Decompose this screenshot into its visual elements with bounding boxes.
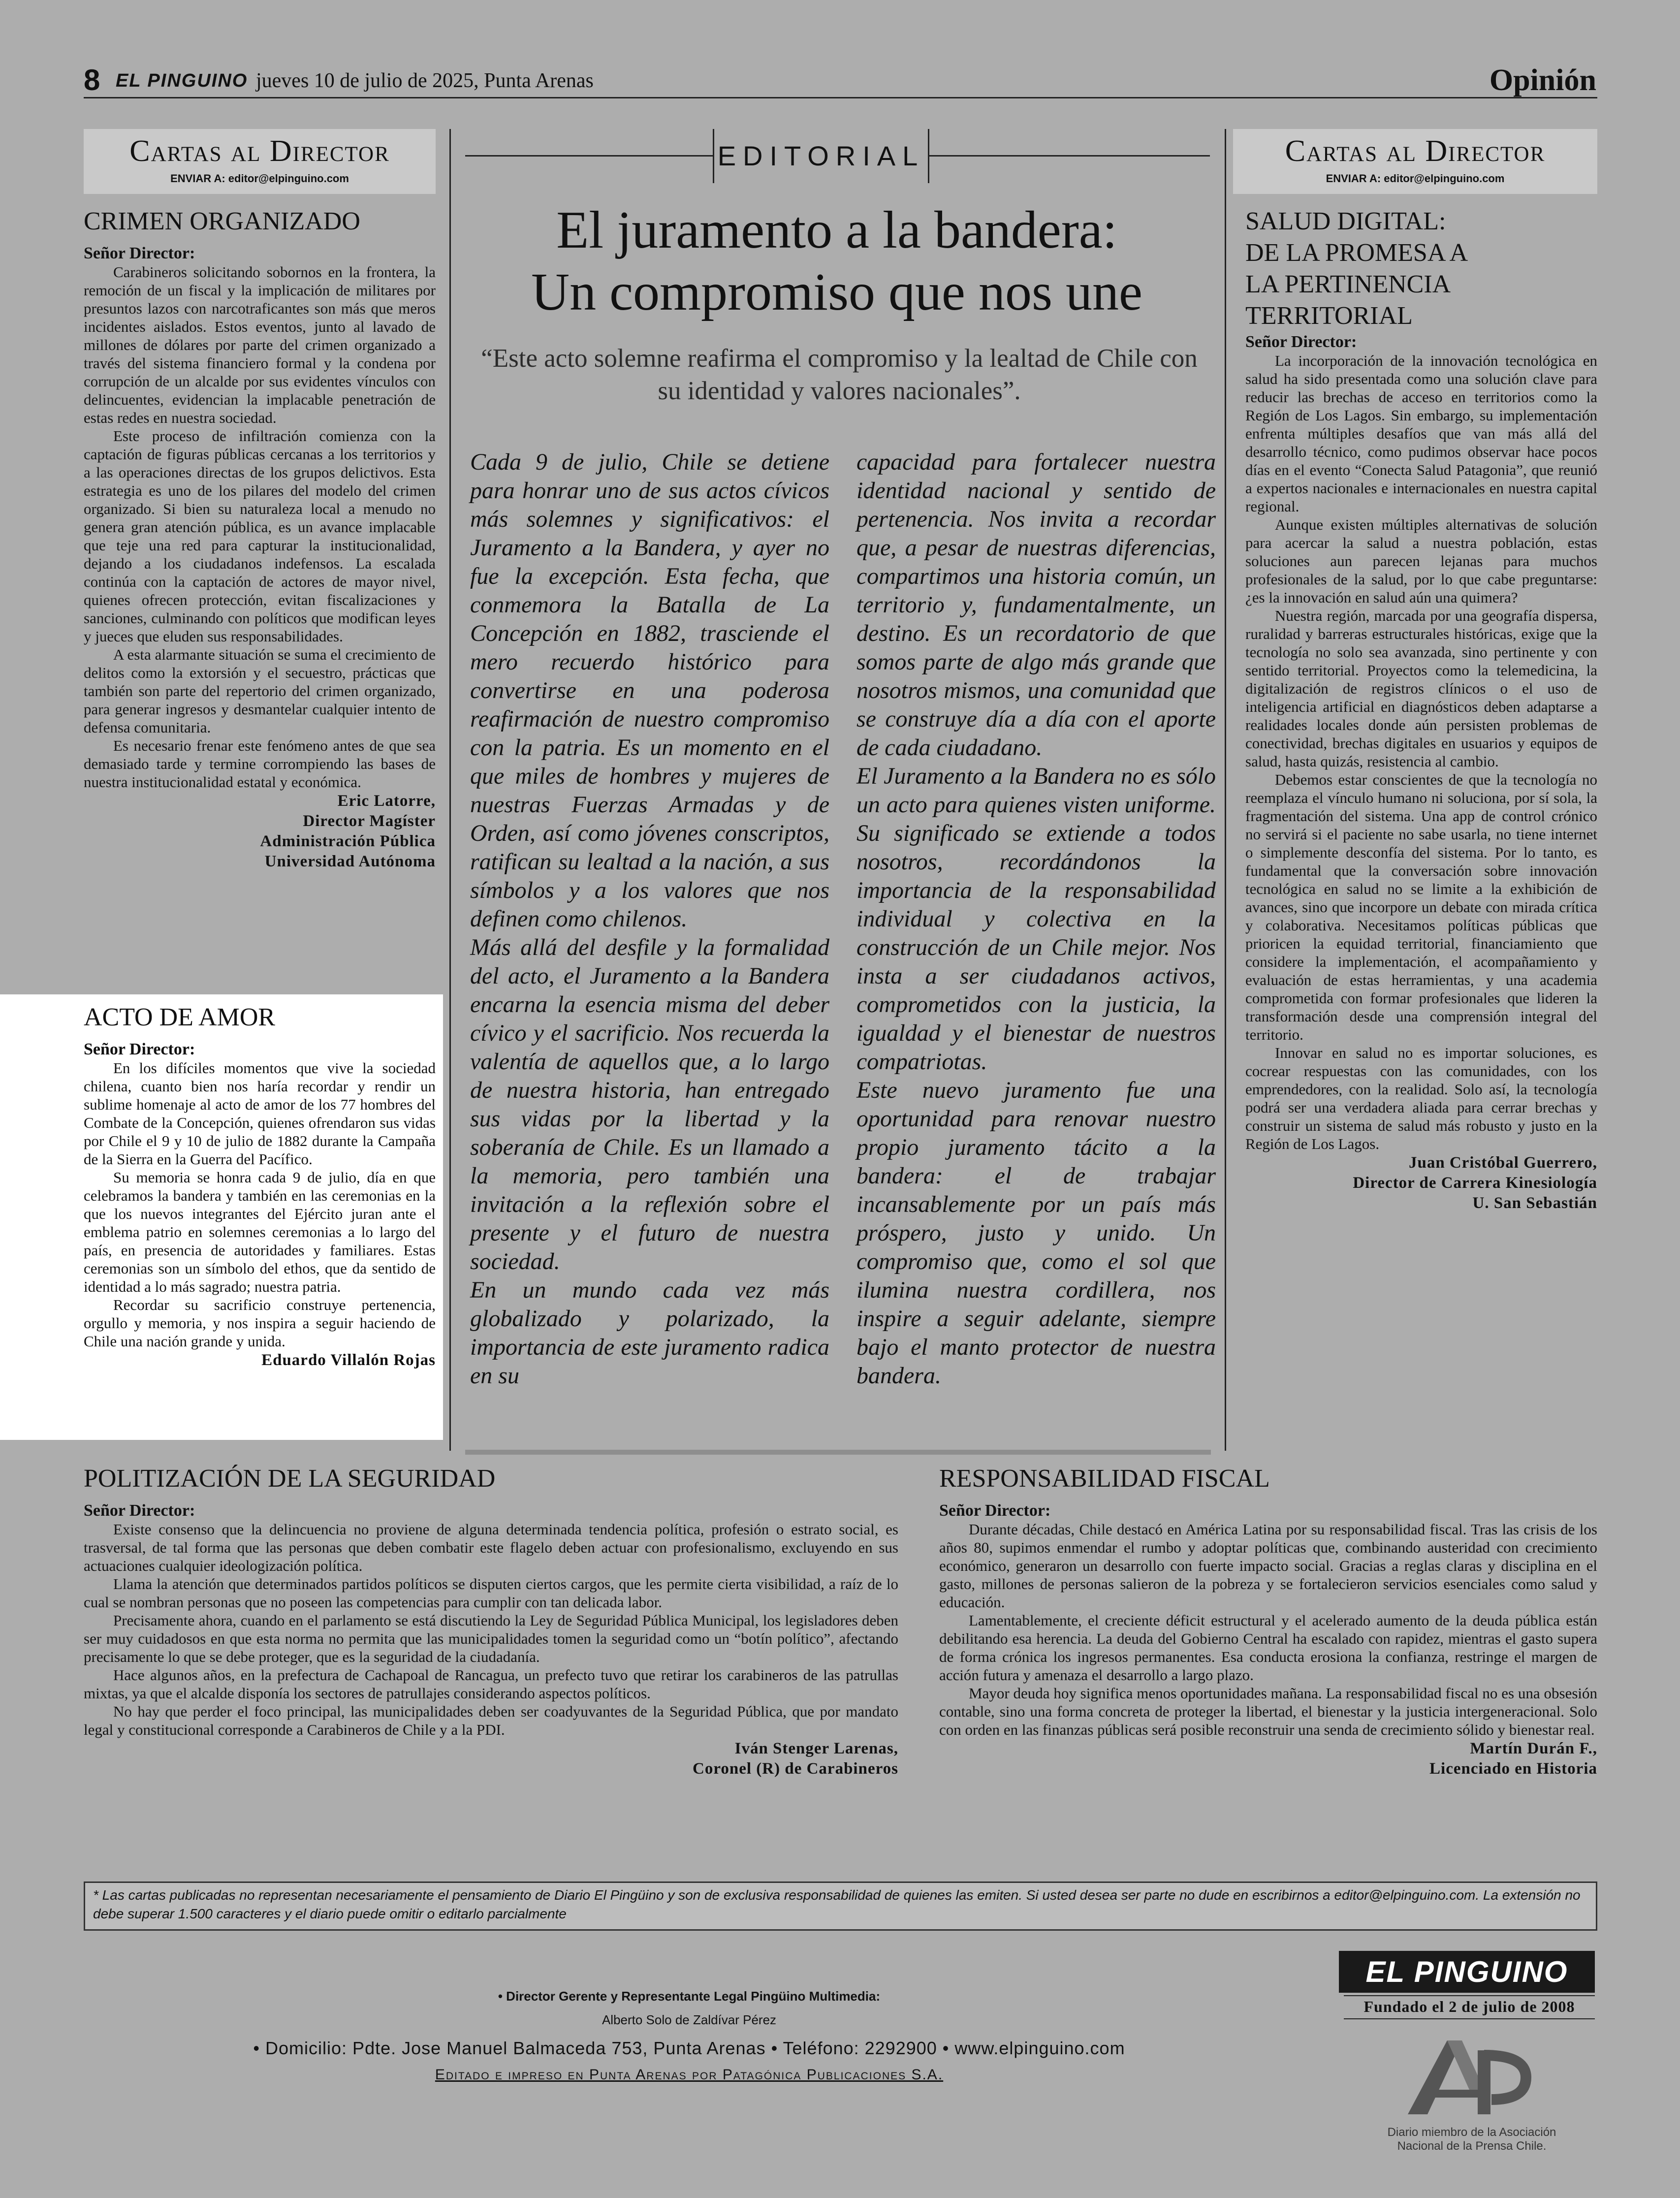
paragraph: En un mundo cada vez más globalizado y polarizado, la importancia de este juramento radica en su: [470, 1277, 829, 1389]
paragraph: Nuestra región, marcada por una geografía dispersa, ruralidad y barreras estructurales históricas, exige que la tecnología no solo sea avanzada, sino pertinente y con sentido territorial. Proyectos como la telemedicina, la digitalización de registros clínicos o el uso de inteligencia artificial en diagnósticos deben adaptarse a realidades locales donde aún persisten problemas de conectividad, brechas digitales en usuarios y equipos de salud, hasta quizás, resistencia al cambio.: [1245, 607, 1597, 770]
signature-line: Eduardo Villalón Rojas: [261, 1351, 436, 1369]
letter-body: [84, 1520, 898, 1739]
editorial-label-box: [713, 129, 929, 183]
disclaimer-box: [84, 1881, 1597, 1931]
editorial-bottom-bar: [465, 1450, 1211, 1455]
column-rule: [449, 129, 451, 1451]
signature-line: Director Magíster: [303, 812, 436, 830]
signature-line: Universidad Autónoma: [264, 853, 436, 870]
printed-by: Editado e impreso en Punta Arenas por Patagónica Publicaciones S.A.: [435, 2067, 944, 2083]
headline-line: LA PERTINENCIA: [1245, 270, 1451, 298]
letter-body: [84, 1059, 436, 1350]
headline-line: TERRITORIAL: [1245, 302, 1413, 330]
letter-salutation: Señor Director:: [84, 244, 195, 262]
letter-headline: ACTO DE AMOR: [84, 1003, 276, 1031]
paragraph: Existe consenso que la delincuencia no proviene de alguna determinada tendencia política, profesión o estrato social, es trasversal, de tal forma que las personas que deben combatir este flagelo deben actuar con profesionalismo, excluyendo en sus actuaciones cualquier ideologización política.: [84, 1521, 898, 1574]
footer-logo: EL PINGUINO: [1339, 1951, 1595, 1993]
letter-acto: [84, 1002, 436, 1370]
paragraph: Debemos estar conscientes de que la tecnología no reemplaza el vínculo humano ni soluciona, por sí sola, la fragmentación del sistema. Una app de control crónico no servirá si el paciente no sabe usarla, no tiene internet o simplemente desconfía del sistema. Por lo tanto, es fundamental que la conversación sobre innovación tecnológica en salud no se limite a la exhibición de avances, sino que incorpore un debate con mirada crítica y colaborativa. Necesitamos políticas públicas que prioricen la equidad territorial, financiamiento que considere la implementación, el acompañamiento y evaluación de estas herramientas, y una academia comprometida con formar profesionales que lideren la transformación desde una comprensión integral del territorio.: [1245, 771, 1597, 1043]
paragraph: Precisamente ahora, cuando en el parlamento se está discutiendo la Ley de Seguridad Pública Municipal, los legisladores deben ser muy cuidadosos en que esta norma no permita que las municipalidades tomen la seguridad como un “botín político”, afectando precisamente lo que se debe proteger, que es la seguridad de la ciudadanía.: [84, 1612, 898, 1665]
letter-salutation: Señor Director:: [939, 1501, 1051, 1520]
signature-line: Iván Stenger Larenas,: [734, 1740, 898, 1757]
letter-signature: [84, 791, 436, 872]
logo-rule: [1344, 2018, 1595, 2019]
paragraph: Hace algunos años, en la prefectura de Cachapoal de Rancagua, un prefecto tuvo que retirar los carabineros de las patrullas mixtas, ya que el alcalde disponía los sectores de patrullajes considerando aspectos políticos.: [84, 1666, 898, 1702]
letter-fiscal: [939, 1463, 1597, 1779]
letter-signature: [84, 1739, 898, 1779]
cartas-box-right: [1233, 129, 1597, 194]
header-rule: [84, 97, 1597, 98]
headline-line: SALUD DIGITAL:: [1245, 207, 1446, 235]
cartas-title: Cartas al Director: [1285, 134, 1546, 168]
logo-rule: [1344, 1995, 1595, 1996]
letter-crimen: [84, 206, 436, 872]
signature-line: Eric Latorre,: [337, 792, 436, 810]
signature-line: Licenciado en Historia: [1429, 1760, 1597, 1778]
paragraph: En los difíciles momentos que vive la sociedad chilena, cuanto bien nos haría recordar y rendir un sublime homenaje al acto de amor de los 77 hombres del Combate de la Concepción, quienes ofrendaron sus vidas por Chile el 9 y 10 de julio de 1882 durante la Campaña de la Sierra en la Guerra del Pacífico.: [84, 1059, 436, 1168]
paragraph: capacidad para fortalecer nuestra identidad nacional y sentido de pertenencia. Nos invita a recordar que, a pesar de nuestras diferencias, compartimos una historia común, un territorio y, fundamentalmente, un destino. Es un recordatorio de que somos parte de algo más grande que nosotros mismos, una comunidad que se construye día a día con el aporte de cada ciudadano.: [856, 449, 1216, 761]
paragraph: Este nuevo juramento fue una oportunidad para renovar nuestro propio juramento tácito a la bandera: el de trabajar incansablemente por un país más próspero, justo y unido. Un compromiso que, como el sol que ilumina nuestra cordillera, nos inspire a seguir adelante, siempre bajo el manto protector de nuestra bandera.: [856, 1077, 1216, 1389]
letter-salud: [1245, 206, 1597, 1213]
letter-headline: [1245, 206, 1597, 332]
letter-signature: [84, 1350, 436, 1370]
signature-line: Juan Cristóbal Guerrero,: [1408, 1154, 1597, 1172]
paragraph: Recordar su sacrificio construye pertenencia, orgullo y memoria, y nos inspira a seguir haciendo de Chile una nación grande y unida.: [84, 1296, 436, 1350]
paragraph: A esta alarmante situación se suma el crecimiento de delitos como la extorsión y el secuestro, prácticas que también son parte del repertorio del crimen organizado, para generar ingresos y desmantelar cualquier intento de defensa comunitaria.: [84, 646, 436, 736]
letter-politizacion: [84, 1463, 898, 1779]
paragraph: Durante décadas, Chile destacó en América Latina por su responsabilidad fiscal. Tras las crisis de los años 80, supimos enmendar el rumbo y adoptar políticas que, combinando austeridad con crecimiento económico, generaron un desarrollo con fuerte impacto social. Gracias a reglas claras y disciplina en el gasto, millones de personas salieron de la pobreza y se fortalecieron servicios esenciales como salud y educación.: [939, 1521, 1597, 1611]
contact-line: • Domicilio: Pdte. Jose Manuel Balmaceda 753, Punta Arenas • Teléfono: 2292900 • www.elpinguino.com: [253, 2038, 1125, 2058]
letter-salutation: Señor Director:: [84, 1501, 195, 1520]
letter-signature: [939, 1739, 1597, 1779]
cartas-title: Cartas al Director: [129, 134, 390, 168]
anp-caption: Diario miembro de la Asociación Nacional de la Prensa Chile.: [1387, 2126, 1556, 2153]
title-line: El juramento a la bandera:: [556, 201, 1117, 259]
manager-name: Alberto Solo de Zaldívar Pérez: [602, 2012, 777, 2027]
disclaimer-text: * Las cartas publicadas no representan necesariamente el pensamiento de Diario El Pingüino y son de exclusiva responsabilidad de quienes las emiten. Si usted desea ser parte no dude en escribirnos a editor@elpinguino.com. La extensión no debe superar 1.500 caracteres y el diario puede omitir o editarlo parcialmente: [93, 1887, 1581, 1921]
paragraph: Más allá del desfile y la formalidad del acto, el Juramento a la Bandera encarna la esencia misma del deber cívico y el sacrificio. Nos recuerda la valentía de aquellos que, a lo largo de nuestra historia, han entregado sus vidas por la libertad y la soberanía de Chile. Es un llamado a la memoria, pero también una invitación a la reflexión sobre el presente y el futuro de nuestra sociedad.: [470, 934, 829, 1274]
issue-date: jueves 10 de julio de 2025, Punta Arenas: [256, 69, 594, 92]
paragraph: Lamentablemente, el creciente déficit estructural y el acelerado aumento de la deuda pública están debilitando esa herencia. La deuda del Gobierno Central ha escalado con rapidez, mientras el gasto supera de forma crónica los ingresos permanentes. Esa conducta erosiona la confianza, restringe el margen de acción futura y amenaza el desarrollo a largo plazo.: [939, 1612, 1597, 1684]
letter-headline: RESPONSABILIDAD FISCAL: [939, 1465, 1270, 1493]
masthead-brand: EL PINGUINO: [116, 70, 248, 91]
signature-line: Martín Durán F.,: [1470, 1740, 1597, 1757]
cartas-box-left: [84, 129, 436, 194]
paragraph: Carabineros solicitando sobornos en la frontera, la remoción de un fiscal y la implicación de militares por presuntos lazos con narcotraficantes son más que meros incidentes aislados. Estos eventos, junto al lavado de millones de dólares por parte del crimen organizado a través del sistema financiero formal y la condena por corrupción de un alcalde por sus evidentes vínculos con delincuentes, evidencian la implacable penetración de estas redes en nuestra sociedad.: [84, 263, 436, 426]
paragraph: Cada 9 de julio, Chile se detiene para honrar uno de sus actos cívicos más solemnes y significativos: el Juramento a la Bandera, y ayer no fue la excepción. Esta fecha, que conmemora la Batalla de La Concepción en 1882, trasciende el mero recuerdo histórico para convertirse en una poderosa reafirmación de nuestro compromiso con la patria. Es un momento en el que miles de hombres y mujeres de nuestras Fuerzas Armadas y de Orden, así como jóvenes conscriptos, ratifican su lealtad a la nación, a sus símbolos y a los valores que nos definen como chilenos.: [470, 449, 829, 932]
letter-signature: [1245, 1153, 1597, 1213]
paragraph: No hay que perder el foco principal, las municipalidades deben ser coadyuvantes de la Seguridad Pública, que por mandato legal y constitucional corresponde a Carabineros de Chile y a la PDI.: [84, 1703, 898, 1738]
letter-headline: POLITIZACIÓN DE LA SEGURIDAD: [84, 1465, 496, 1493]
paragraph: Aunque existen múltiples alternativas de solución para acercar la salud a nuestra población, estas soluciones aun parecen lejanas para muchos profesionales de la salud, por lo que cabe preguntarse: ¿es la innovación en salud aún una quimera?: [1245, 516, 1597, 606]
letter-headline: CRIMEN ORGANIZADO: [84, 207, 360, 235]
founded-date: Fundado el 2 de julio de 2008: [1363, 1998, 1575, 2015]
letter-body: [1245, 351, 1597, 1153]
editorial-dek: “Este acto solemne reafirma el compromiso y la lealtad de Chile con su identidad y valores nacionales”.: [481, 344, 1198, 405]
editorial-title: [463, 199, 1211, 323]
letter-salutation: Señor Director:: [84, 1040, 195, 1058]
paragraph: El Juramento a la Bandera no es sólo un acto para quienes visten uniforme. Su significado se extiende a todos nosotros, recordándonos la importancia de la responsabilidad individual y colectiva en la construcción de un Chile mejor. Nos insta a ser ciudadanos activos, comprometidos con la justicia, la igualdad y el bienestar de nuestros compatriotas.: [856, 763, 1216, 1075]
anp-logo-icon: [1398, 2036, 1546, 2119]
send-email: ENVIAR A: editor@elpinguino.com: [170, 172, 349, 185]
column-rule: [1225, 129, 1226, 1451]
letter-salutation: Señor Director:: [1245, 333, 1357, 351]
title-line: Un compromiso que nos une: [531, 263, 1142, 321]
paragraph: Mayor deuda hoy significa menos oportunidades mañana. La responsabilidad fiscal no es una obsesión contable, sino una forma concreta de proteger la libertad, el bienestar y la justicia intergeneracional. Solo con orden en las finanzas públicas será posible reconstruir una senda de crecimiento sólido y bienestar real.: [939, 1685, 1597, 1738]
paragraph: Su memoria se honra cada 9 de julio, día en que celebramos la bandera y también en las ceremonias en la que los nuevos integrantes del Ejército juran ante el emblema patrio en solemnes ceremonias a lo largo del país, en presencia de autoridades y familiares. Estas ceremonias son un símbolo del ethos, que da sentido de identidad a lo más sagrado; nuestra patria.: [84, 1169, 436, 1295]
letter-body: [939, 1520, 1597, 1739]
editorial-column-1: [470, 448, 829, 1390]
paragraph: Este proceso de infiltración comienza con la captación de figuras públicas cercanas a los territorios y a las operaciones directas de los grupos delictivos. Esta estrategia es uno de los pilares del modelo del crimen organizado. Si bien su naturaleza local a menudo no genera gran atención pública, es un avance implacable que teje una red para capturar la institucionalidad, dejando a los ciudadanos indefensos. La escalada continúa con la captación de actores de mayor nivel, quienes ofrecen protección, evitan fiscalizaciones y sanciones, culminando con políticos que modifican leyes y jueces que eluden sus responsabilidades.: [84, 427, 436, 645]
manager-label: • Director Gerente y Representante Legal Pingüino Multimedia:: [498, 1989, 881, 2004]
letter-body: [84, 263, 436, 791]
editorial-rule: [929, 155, 1210, 157]
signature-line: Administración Pública: [260, 832, 436, 850]
page-number: 8: [84, 64, 100, 96]
signature-line: Coronel (R) de Carabineros: [692, 1760, 898, 1778]
paragraph: Es necesario frenar este fenómeno antes de que sea demasiado tarde y termine corrompiendo las bases de nuestra institucionalidad estatal y económica.: [84, 737, 436, 791]
paragraph: Llama la atención que determinados partidos políticos se disputen ciertos cargos, que les permite cierta visibilidad, a raíz de lo cual se nombran personas que no poseen las competencias para cumplir con tan delicada labor.: [84, 1575, 898, 1611]
headline-line: DE LA PROMESA A: [1245, 239, 1468, 267]
send-email: ENVIAR A: editor@elpinguino.com: [1326, 172, 1505, 185]
editorial-rule: [465, 155, 713, 157]
editorial-column-2: [856, 448, 1216, 1390]
section-title: Opinión: [1489, 64, 1596, 97]
signature-line: Director de Carrera Kinesiología: [1353, 1174, 1597, 1192]
paragraph: Innovar en salud no es importar soluciones, es cocrear respuestas con las comunidades, con los emprendedores, con la realidad. Solo así, la tecnología podrá ser una verdadera aliada para cerrar brechas y construir un sistema de salud más robusto y justo en la Región de Los Lagos.: [1245, 1044, 1597, 1152]
editorial-label: EDITORIAL: [717, 140, 925, 171]
signature-line: U. San Sebastián: [1472, 1194, 1597, 1212]
paragraph: La incorporación de la innovación tecnológica en salud ha sido presentada como una solución clave para reducir las brechas de acceso en territorios como la Región de Los Lagos. Sin embargo, su implementación enfrenta múltiples desafíos que van más allá del desarrollo técnico, como pudimos observar hace pocos días en el evento “Conecta Salud Patagonia”, que reunió a expertos nacionales e internacionales en nuestra capital regional.: [1245, 352, 1597, 515]
